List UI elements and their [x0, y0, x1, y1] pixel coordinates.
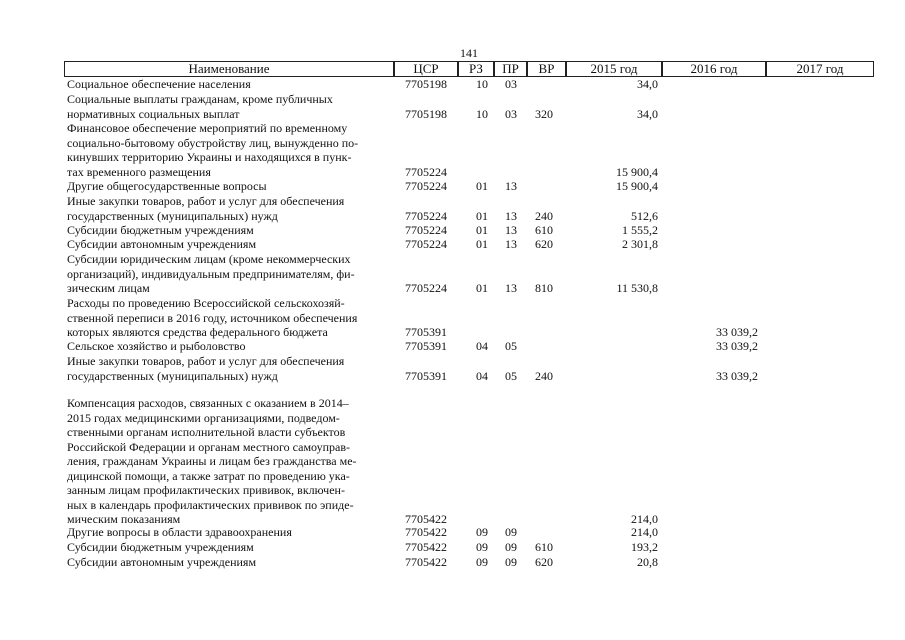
cell-y2016: 33 039,2 [716, 368, 758, 383]
cell-pr: 05 [505, 339, 517, 353]
cell-rz: 04 [476, 339, 488, 353]
cell-rz: 09 [476, 540, 488, 554]
cell-vr: 610 [535, 540, 553, 554]
cell-y2015: 34,0 [637, 77, 658, 91]
cell-rz: 01 [476, 281, 488, 295]
cell-name: Финансовое обеспечение мероприятий по временному социально-бытовому обустройству лиц, вынужденно по- кинувших территорию Украины и находящихся в пунк- тах временного размещения [67, 121, 359, 179]
cell-pr: 03 [505, 106, 517, 121]
cell-y2015: 1 555,2 [622, 223, 658, 237]
cell-name: Расходы по проведению Всероссийской сельскохозяй- ственной переписи в 2016 году, источником обеспечения которых являются средства федерального бюджета [67, 296, 358, 339]
cell-pr: 13 [505, 179, 517, 193]
header-rz: РЗ [458, 61, 494, 77]
cell-vr: 240 [535, 208, 553, 223]
cell-y2015: 214,0 [631, 512, 658, 526]
cell-name: Компенсация расходов, связанных с оказанием в 2014– 2015 годах медицинскими организациями, подведом- ственными органам исполнительной власти субъектов Российской Федерации и органам местного самоуправ- ления, гражданам Украины и лицам без гражданства ме- дицинской помощи, а также затрат по проведению ука- занным лицам профилактических прививок, включен- ных в календарь профилактических прививок по эпиде- мическим показаниям [67, 396, 357, 526]
cell-rz: 10 [476, 77, 488, 91]
cell-csr: 7705422 [405, 540, 447, 554]
cell-vr: 610 [535, 223, 553, 237]
cell-pr: 13 [505, 237, 517, 251]
cell-rz: 01 [476, 179, 488, 193]
cell-csr: 7705224 [405, 179, 447, 193]
cell-y2015: 20,8 [637, 555, 658, 569]
cell-y2016: 33 039,2 [716, 339, 758, 353]
cell-rz: 10 [476, 106, 488, 121]
cell-name: Сельское хозяйство и рыболовство [67, 339, 246, 353]
cell-csr: 7705198 [405, 106, 447, 121]
cell-y2015: 34,0 [637, 106, 658, 121]
cell-rz: 01 [476, 208, 488, 223]
cell-pr: 09 [505, 555, 517, 569]
cell-pr: 13 [505, 223, 517, 237]
cell-vr: 320 [535, 106, 553, 121]
header-2016: 2016 год [662, 61, 766, 77]
cell-vr: 620 [535, 555, 553, 569]
cell-y2015: 11 530,8 [616, 281, 658, 295]
cell-y2016: 33 039,2 [716, 325, 758, 339]
cell-csr: 7705422 [405, 512, 447, 526]
cell-vr: 810 [535, 281, 553, 295]
cell-y2015: 193,2 [631, 540, 658, 554]
cell-name: Субсидии бюджетным учреждениям [67, 223, 254, 237]
cell-pr: 03 [505, 77, 517, 91]
header-2015: 2015 год [566, 61, 662, 77]
cell-y2015: 15 900,4 [616, 164, 658, 179]
header-name: Наименование [64, 61, 394, 77]
cell-csr: 7705391 [405, 325, 447, 339]
cell-csr: 7705391 [405, 368, 447, 383]
cell-rz: 09 [476, 525, 488, 539]
cell-csr: 7705224 [405, 237, 447, 251]
cell-vr: 240 [535, 368, 553, 383]
cell-csr: 7705224 [405, 281, 447, 295]
cell-name: Иные закупки товаров, работ и услуг для обеспечения государственных (муниципальных) нужд [67, 354, 345, 383]
cell-rz: 01 [476, 237, 488, 251]
cell-name: Субсидии автономным учреждениям [67, 237, 257, 251]
header-pr: ПР [494, 61, 527, 77]
cell-csr: 7705224 [405, 164, 447, 179]
page-number: 141 [460, 46, 478, 60]
cell-y2015: 214,0 [631, 525, 658, 539]
cell-pr: 13 [505, 208, 517, 223]
cell-name: Другие вопросы в области здравоохранения [67, 525, 292, 539]
header-vr: ВР [527, 61, 566, 77]
cell-csr: 7705224 [405, 223, 447, 237]
cell-y2015: 15 900,4 [616, 179, 658, 193]
cell-csr: 7705422 [405, 525, 447, 539]
cell-name: Субсидии бюджетным учреждениям [67, 540, 254, 554]
cell-name: Иные закупки товаров, работ и услуг для обеспечения государственных (муниципальных) нужд [67, 194, 345, 223]
cell-y2015: 2 301,8 [622, 237, 658, 251]
cell-csr: 7705224 [405, 208, 447, 223]
cell-name: Социальные выплаты гражданам, кроме публичных нормативных социальных выплат [67, 92, 333, 121]
header-2017: 2017 год [766, 61, 874, 77]
cell-y2015: 512,6 [631, 208, 658, 223]
cell-csr: 7705422 [405, 555, 447, 569]
cell-name: Социальное обеспечение населения [67, 77, 251, 91]
cell-pr: 09 [505, 540, 517, 554]
cell-name: Субсидии юридическим лицам (кроме некоммерческих организаций), индивидуальным предпринимателям, фи- зическим лицам [67, 252, 355, 295]
cell-csr: 7705391 [405, 339, 447, 353]
cell-name: Другие общегосударственные вопросы [67, 179, 267, 193]
cell-vr: 620 [535, 237, 553, 251]
cell-pr: 13 [505, 281, 517, 295]
cell-rz: 09 [476, 555, 488, 569]
cell-rz: 04 [476, 368, 488, 383]
cell-pr: 09 [505, 525, 517, 539]
cell-name: Субсидии автономным учреждениям [67, 555, 257, 569]
cell-pr: 05 [505, 368, 517, 383]
cell-csr: 7705198 [405, 77, 447, 91]
cell-rz: 01 [476, 223, 488, 237]
header-csr: ЦСР [394, 61, 458, 77]
